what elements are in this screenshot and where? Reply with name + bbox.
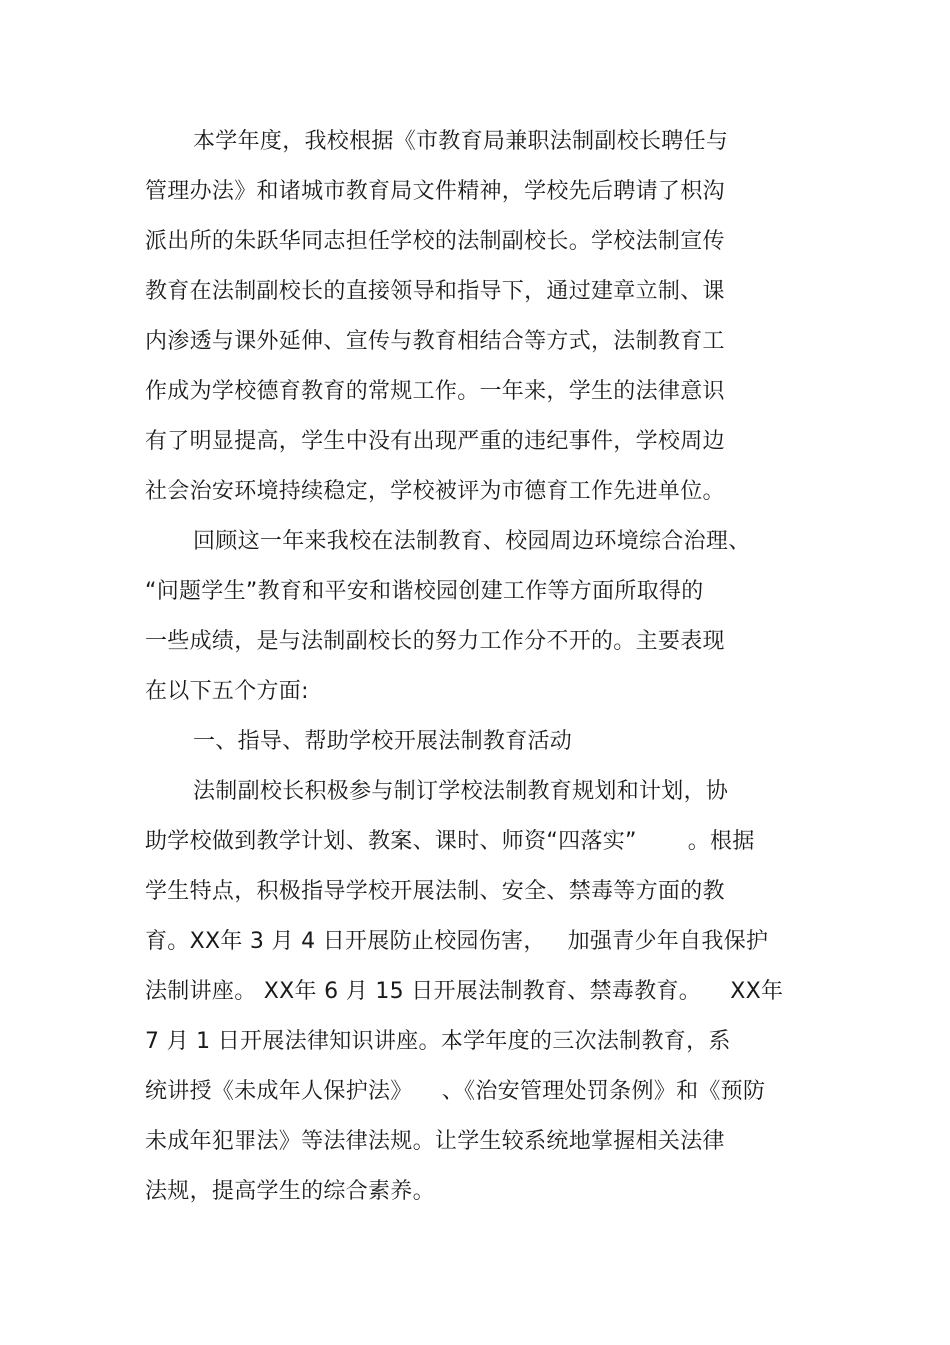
- paragraph-1-line-7: 有了明显提高，学生中没有出现严重的违纪事件，学校周边: [145, 429, 725, 454]
- paragraph-1-line-8: 社会治安环境持续稳定，学校被评为市德育工作先进单位。: [145, 479, 725, 504]
- section-heading: 一、指导、帮助学校开展法制教育活动: [193, 729, 573, 754]
- paragraph-3-line-1: 法制副校长积极参与制订学校法制教育规划和计划，协: [193, 779, 729, 804]
- paragraph-3-line-5: 法制讲座。 XX年 6 月 15 日开展法制教育、禁毒教育。 XX年: [145, 979, 784, 1004]
- paragraph-3-line-3: 学生特点，积极指导学校开展法制、安全、禁毒等方面的教: [145, 879, 725, 904]
- paragraph-1-line-1: 本学年度，我校根据《市教育局兼职法制副校长聘任与: [193, 129, 729, 154]
- paragraph-2-line-4: 在以下五个方面:: [145, 679, 309, 704]
- paragraph-1-line-3: 派出所的朱跃华同志担任学校的法制副校长。学校法制宣传: [145, 229, 725, 254]
- paragraph-3-line-9: 法规，提高学生的综合素养。: [145, 1179, 435, 1204]
- paragraph-3-line-2: 助学校做到教学计划、教案、课时、师资“四落实” 。根据: [145, 829, 755, 854]
- paragraph-1-line-4: 教育在法制副校长的直接领导和指导下，通过建章立制、课: [145, 279, 725, 304]
- paragraph-1-line-2: 管理办法》和诸城市教育局文件精神，学校先后聘请了枳沟: [145, 179, 725, 204]
- paragraph-2-line-1: 回顾这一年来我校在法制教育、校园周边环境综合治理、: [193, 529, 751, 554]
- paragraph-3-line-8: 未成年犯罪法》等法律法规。让学生较系统地掌握相关法律: [145, 1129, 725, 1154]
- paragraph-2-line-3: 一些成绩，是与法制副校长的努力工作分不开的。主要表现: [145, 629, 725, 654]
- paragraph-3-line-4: 育。XX年 3 月 4 日开展防止校园伤害， 加强青少年自我保护: [145, 929, 769, 954]
- paragraph-1-line-6: 作成为学校德育教育的常规工作。一年来，学生的法律意识: [145, 379, 725, 404]
- paragraph-1-line-5: 内渗透与课外延伸、宣传与教育相结合等方式，法制教育工: [145, 329, 725, 354]
- paragraph-3-line-6: 7 月 1 日开展法律知识讲座。本学年度的三次法制教育，系: [145, 1029, 731, 1054]
- paragraph-2-line-2: “问题学生”教育和平安和谐校园创建工作等方面所取得的: [145, 579, 704, 604]
- paragraph-3-line-7: 统讲授《未成年人保护法》 、《治安管理处罚条例》和《预防: [145, 1079, 766, 1104]
